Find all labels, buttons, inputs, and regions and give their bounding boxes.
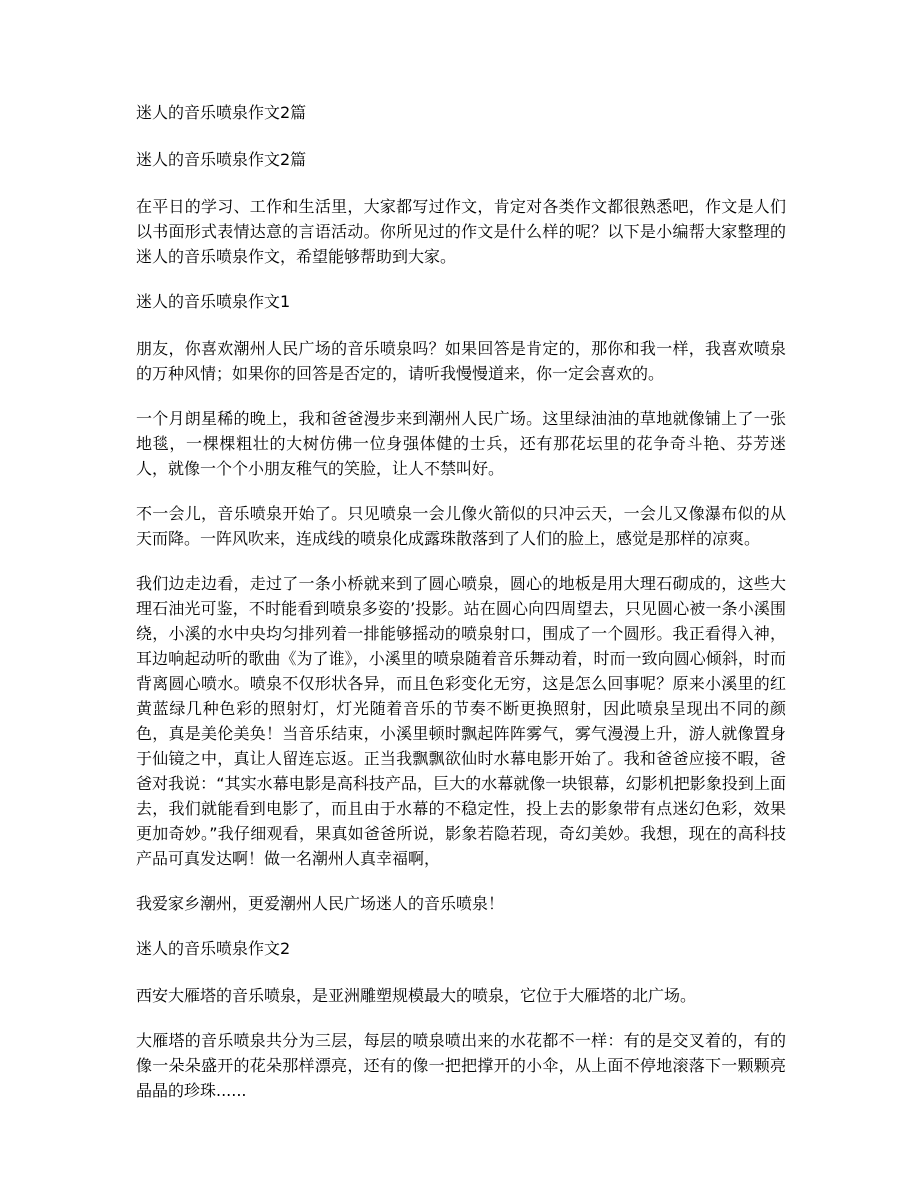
essay-1-paragraph: 一个月朗星稀的晚上，我和爸爸漫步来到潮州人民广场。这里绿油油的草地就像铺上了一张地毯，一棵棵粗壮的大树仿佛一位身强体健的士兵，还有那花坛里的花争奇斗艳、芬芳迷人，就像一个个小朋友稚气的笑脸，让人不禁叫好。: [136, 409, 786, 478]
document-subtitle: 迷人的音乐喷泉作文2篇: [136, 150, 307, 169]
essay-2-heading: 迷人的音乐喷泉作文2: [136, 939, 291, 958]
essay-2-paragraph: 西安大雁塔的音乐喷泉，是亚洲雕塑规模最大的喷泉，它位于大雁塔的北广场。: [136, 986, 697, 1005]
essay-1-paragraph: 朋友，你喜欢潮州人民广场的音乐喷泉吗？如果回答是肯定的，那你和我一样，我喜欢喷泉的万种风情；如果你的回答是否定的，请听我慢慢道来，你一定会喜欢的。: [136, 339, 786, 383]
essay-2-paragraph: 大雁塔的音乐喷泉共分为三层，每层的喷泉喷出来的水花都不一样：有的是交叉着的，有的像一朵朵盛开的花朵那样漂亮，还有的像一把把撑开的小伞，从上面不停地滚落下一颗颗亮晶晶的珍珠......: [136, 1031, 786, 1100]
document-page: [136, 100, 786, 1123]
essay-1-heading: 迷人的音乐喷泉作文1: [136, 292, 291, 311]
essay-1-paragraph: 我爱家乡潮州，更爱潮州人民广场迷人的音乐喷泉！: [136, 894, 505, 913]
essay-1-paragraph: 我们边走边看，走过了一条小桥就来到了圆心喷泉，圆心的地板是用大理石砌成的，这些大理石油光可鉴，不时能看到喷泉多姿的’投影。站在圆心向四周望去，只见圆心被一条小溪围绕，小溪的水中央均匀排列着一排能够摇动的喷泉射口，围成了一个圆形。我正看得入神，耳边响起动听的歌曲《为了谁》，小溪里的喷泉随着音乐舞动着，时而一致向圆心倾斜，时而背离圆心喷水。喷泉不仅形状各异，而且色彩变化无穷，这是怎么回事呢？原来小溪里的红黄蓝绿几种色彩的照射灯，灯光随着音乐的节奏不断更换照射，因此喷泉呈现出不同的颜色，真是美伦美奂！当音乐结束，小溪里顿时飘起阵阵雾气，雾气漫漫上升，游人就像置身于仙镜之中，真让人留连忘返。正当我飘飘欲仙时水幕电影开始了。我和爸爸应接不暇，爸爸对我说：“其实水幕电影是高科技产品，巨大的水幕就像一块银幕，幻影机把影象投到上面去，我们就能看到电影了，而且由于水幕的不稳定性，投上去的影象带有点迷幻色彩，效果更加奇妙。”我仔细观看，果真如爸爸所说，影象若隐若现，奇幻美妙。我想，现在的高科技产品可真发达啊！做一名潮州人真幸福啊，: [136, 574, 786, 868]
intro-paragraph: 在平日的学习、工作和生活里，大家都写过作文，肯定对各类作文都很熟悉吧，作文是人们以书面形式表情达意的言语活动。你所见过的作文是什么样的呢？以下是小编帮大家整理的迷人的音乐喷泉作文，希望能够帮助到大家。: [136, 197, 786, 266]
essay-1-paragraph: 不一会儿，音乐喷泉开始了。只见喷泉一会儿像火箭似的只冲云天，一会儿又像瀑布似的从天而降。一阵风吹来，连成线的喷泉化成露珠散落到了人们的脸上，感觉是那样的凉爽。: [136, 504, 786, 548]
document-title: 迷人的音乐喷泉作文2篇: [136, 103, 307, 122]
